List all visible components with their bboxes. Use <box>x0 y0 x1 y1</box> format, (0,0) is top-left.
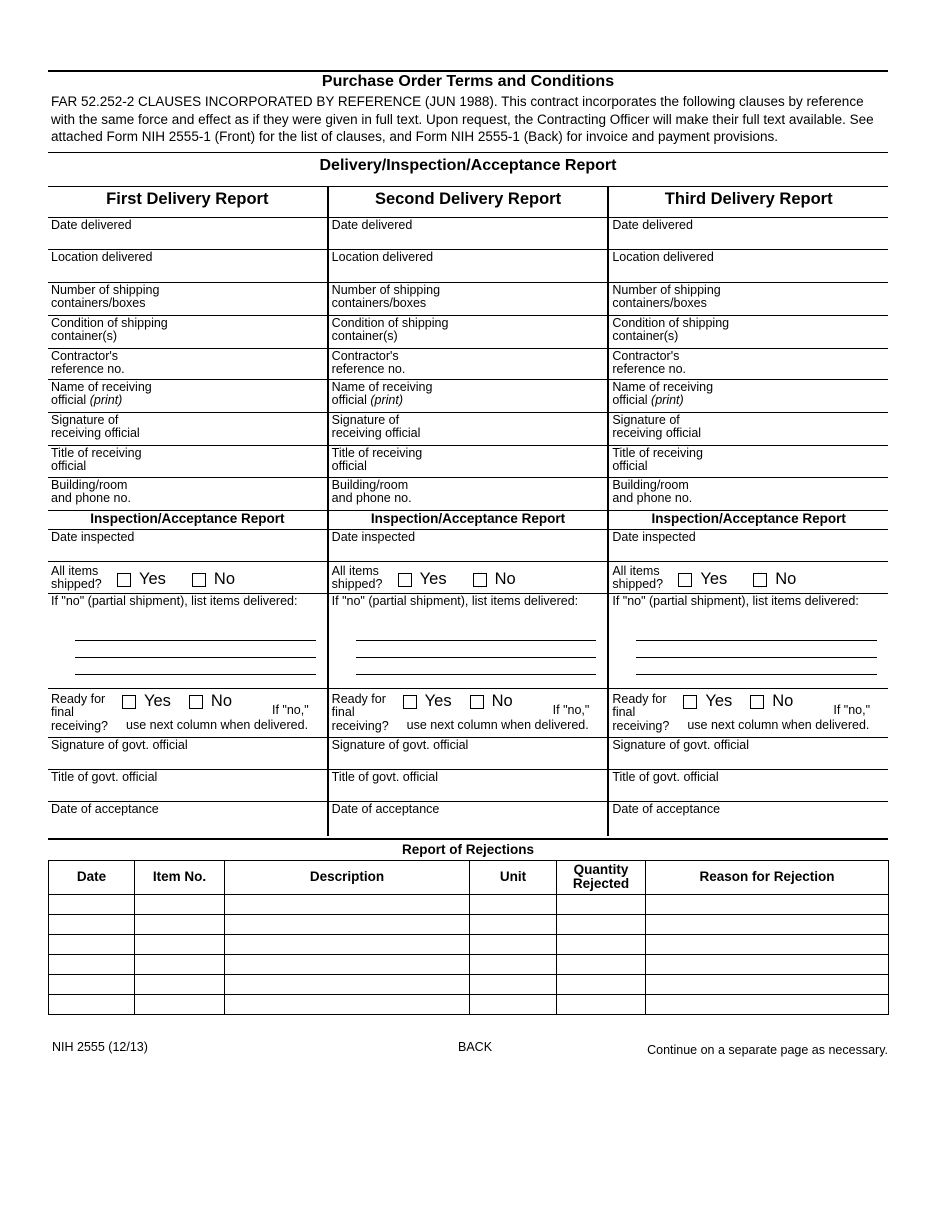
shipped-no-option[interactable] <box>192 570 236 589</box>
field-label: Date of acceptance <box>51 801 159 816</box>
rejections-title: Report of Rejections <box>48 839 888 860</box>
shipped-yes-option[interactable] <box>398 570 447 589</box>
shipped-no-option[interactable] <box>473 570 516 589</box>
field-label: Title of receiving <box>331 445 423 460</box>
container-condition-field[interactable] <box>609 316 888 349</box>
rejection-row <box>49 954 889 974</box>
inspection-acceptance-heading: Inspection/Acceptance Report <box>329 510 608 530</box>
delivery-column-heading: First Delivery Report <box>48 187 327 218</box>
date-cell[interactable] <box>49 914 135 934</box>
govt-official-title-field[interactable] <box>329 770 608 802</box>
col-header-unit: Unit <box>470 860 557 894</box>
all-items-shipped-row <box>48 562 327 594</box>
shipping-containers-field[interactable] <box>329 283 608 316</box>
quantity-cell[interactable] <box>557 934 646 954</box>
item-no-cell[interactable] <box>135 994 225 1014</box>
unit-cell[interactable] <box>470 934 557 954</box>
form-id: NIH 2555 (12/13) <box>52 1040 148 1054</box>
ready-label: Ready for final receiving? <box>612 691 670 733</box>
field-label: Title of govt. official <box>51 769 158 784</box>
col-header-reason: Reason for Rejection <box>646 860 889 894</box>
print-hint: (print) <box>651 393 684 407</box>
yes-label: Yes <box>705 691 733 710</box>
all-items-shipped-label: All items shipped? <box>612 563 664 591</box>
field-label: Date inspected <box>51 529 135 544</box>
no-label: No <box>210 691 233 710</box>
field-label: Date delivered <box>51 217 132 232</box>
no-label: No <box>494 570 516 589</box>
description-cell[interactable] <box>225 894 470 914</box>
building-phone-field[interactable] <box>48 478 327 510</box>
description-cell[interactable] <box>225 914 470 934</box>
no-label: No <box>491 691 513 710</box>
date-of-acceptance-field[interactable] <box>48 802 327 836</box>
container-condition-field[interactable] <box>48 316 327 349</box>
field-label: Date of acceptance <box>612 801 721 816</box>
field-label: containers/boxes <box>51 296 146 310</box>
govt-official-title-field[interactable] <box>48 770 327 802</box>
ready-label: Ready for final receiving? <box>51 691 108 733</box>
rejection-row <box>49 934 889 954</box>
field-label: receiving official <box>612 426 702 440</box>
partial-shipment-label: If "no" (partial shipment), list items delivered: <box>331 593 579 608</box>
receiving-official-title-field[interactable] <box>609 446 888 478</box>
field-label: Building/room <box>51 477 128 492</box>
field-label: and phone no. <box>331 491 412 505</box>
yes-label: Yes <box>700 570 728 589</box>
unit-cell[interactable] <box>470 994 557 1014</box>
receiving-official-signature-field[interactable] <box>48 413 327 446</box>
field-label: reference no. <box>331 362 406 376</box>
field-label: Number of shipping <box>612 282 721 297</box>
item-no-cell[interactable] <box>135 974 225 994</box>
reason-cell[interactable] <box>646 914 889 934</box>
rejections-table <box>48 860 889 1015</box>
if-no-note: If "no," <box>272 702 309 717</box>
field-label: Signature of <box>612 412 680 427</box>
field-label: receiving official <box>51 426 140 440</box>
reason-cell[interactable] <box>646 994 889 1014</box>
first-delivery-column <box>48 187 327 836</box>
write-line[interactable] <box>356 658 597 675</box>
field-label: Contractor's <box>612 348 680 363</box>
shipped-yes-option[interactable] <box>678 570 728 589</box>
no-label: No <box>775 570 797 589</box>
reason-cell[interactable] <box>646 974 889 994</box>
partial-shipment-field[interactable] <box>329 594 608 689</box>
field-label: Date delivered <box>612 217 693 232</box>
shipping-containers-field[interactable] <box>48 283 327 316</box>
date-cell[interactable] <box>49 894 135 914</box>
field-label: Condition of shipping <box>612 315 730 330</box>
qty-header-line1: Quantity <box>573 862 629 877</box>
yes-checkbox[interactable] <box>403 695 417 709</box>
all-items-shipped-label: All items shipped? <box>51 563 102 591</box>
field-label: Location delivered <box>331 249 434 264</box>
shipped-no-option[interactable] <box>753 570 797 589</box>
continue-note: Continue on a separate page as necessary. <box>647 1043 888 1057</box>
write-line[interactable] <box>75 641 316 658</box>
description-cell[interactable] <box>225 934 470 954</box>
govt-official-signature-field[interactable] <box>329 738 608 770</box>
date-cell[interactable] <box>49 934 135 954</box>
receiving-official-name-field[interactable] <box>48 380 327 413</box>
ready-yes-option[interactable] <box>403 691 452 710</box>
yes-checkbox[interactable] <box>398 573 412 587</box>
shipping-containers-field[interactable] <box>609 283 888 316</box>
receiving-official-name-field[interactable] <box>609 380 888 413</box>
item-no-cell[interactable] <box>135 914 225 934</box>
rejections-header-row <box>49 860 889 894</box>
rejection-row <box>49 914 889 934</box>
field-label: official <box>331 459 367 473</box>
field-label: Condition of shipping <box>51 315 168 330</box>
ready-yes-option[interactable] <box>122 691 171 710</box>
yes-label: Yes <box>419 570 447 589</box>
field-label: official <box>612 393 648 407</box>
field-label: Signature of <box>51 412 119 427</box>
field-label: receiving official <box>331 426 421 440</box>
field-label: container(s) <box>51 329 117 343</box>
unit-cell[interactable] <box>470 954 557 974</box>
field-label: Signature of govt. official <box>331 737 469 752</box>
contractor-reference-field[interactable] <box>48 349 327 380</box>
top-rule <box>48 70 888 72</box>
description-cell[interactable] <box>225 994 470 1014</box>
field-label: official <box>51 393 87 407</box>
field-label: Building/room <box>331 477 409 492</box>
field-label: Title of receiving <box>612 445 703 460</box>
date-cell[interactable] <box>49 974 135 994</box>
location-delivered-field[interactable] <box>609 250 888 283</box>
field-label: Contractor's <box>331 348 399 363</box>
description-cell[interactable] <box>225 974 470 994</box>
yes-label: Yes <box>144 691 171 710</box>
field-label: official <box>331 393 367 407</box>
date-delivered-field[interactable] <box>48 218 327 250</box>
location-delivered-field[interactable] <box>329 250 608 283</box>
reason-cell[interactable] <box>646 954 889 974</box>
field-label: Building/room <box>612 477 689 492</box>
col-header-quantity-rejected <box>557 860 646 894</box>
inspection-acceptance-heading: Inspection/Acceptance Report <box>609 510 888 530</box>
building-phone-field[interactable] <box>329 478 608 510</box>
write-line[interactable] <box>75 658 316 675</box>
quantity-cell[interactable] <box>557 894 646 914</box>
receiving-official-title-field[interactable] <box>48 446 327 478</box>
date-cell[interactable] <box>49 994 135 1014</box>
no-checkbox[interactable] <box>470 695 484 709</box>
shipped-yes-option[interactable] <box>117 570 166 589</box>
field-label: Condition of shipping <box>331 315 449 330</box>
page-side: BACK <box>458 1040 493 1054</box>
yes-checkbox[interactable] <box>683 695 697 709</box>
use-next-column-note: use next column when delivered. <box>126 717 309 732</box>
date-inspected-field[interactable] <box>609 530 888 562</box>
field-label: Signature of govt. official <box>612 737 750 752</box>
field-label: Date inspected <box>331 529 416 544</box>
yes-label: Yes <box>424 691 452 710</box>
yes-label: Yes <box>139 570 166 589</box>
print-hint: (print) <box>89 393 123 407</box>
no-checkbox[interactable] <box>753 573 767 587</box>
field-label: Title of govt. official <box>331 769 438 784</box>
field-label: Location delivered <box>612 249 714 264</box>
delivery-column-heading: Second Delivery Report <box>329 187 608 218</box>
quantity-cell[interactable] <box>557 954 646 974</box>
partial-shipment-label: If "no" (partial shipment), list items delivered: <box>612 593 859 608</box>
date-delivered-field[interactable] <box>609 218 888 250</box>
ready-yes-option[interactable] <box>683 691 733 710</box>
reason-cell[interactable] <box>646 934 889 954</box>
col-header-date: Date <box>49 860 135 894</box>
no-checkbox[interactable] <box>750 695 764 709</box>
date-of-acceptance-field[interactable] <box>609 802 888 836</box>
field-label: Name of receiving <box>612 379 714 394</box>
receiving-official-name-field[interactable] <box>329 380 608 413</box>
receiving-official-signature-field[interactable] <box>329 413 608 446</box>
building-phone-field[interactable] <box>609 478 888 510</box>
unit-cell[interactable] <box>470 894 557 914</box>
field-label: Contractor's <box>51 348 118 363</box>
third-delivery-column <box>607 187 888 836</box>
print-hint: (print) <box>370 393 404 407</box>
field-label: containers/boxes <box>612 296 707 310</box>
write-line[interactable] <box>356 624 597 641</box>
field-label: Title of govt. official <box>612 769 719 784</box>
yes-checkbox[interactable] <box>117 573 131 587</box>
yes-checkbox[interactable] <box>122 695 136 709</box>
col-header-item-no: Item No. <box>135 860 225 894</box>
govt-official-title-field[interactable] <box>609 770 888 802</box>
date-inspected-field[interactable] <box>48 530 327 562</box>
form-page <box>48 70 888 1015</box>
field-label: Location delivered <box>51 249 153 264</box>
date-delivered-field[interactable] <box>329 218 608 250</box>
govt-official-signature-field[interactable] <box>48 738 327 770</box>
delivery-section-title: Delivery/Inspection/Acceptance Report <box>48 152 888 186</box>
field-label: reference no. <box>612 362 687 376</box>
use-next-column-note: use next column when delivered. <box>406 717 589 732</box>
rejection-row <box>49 894 889 914</box>
ready-no-option[interactable] <box>189 691 233 710</box>
delivery-column-heading: Third Delivery Report <box>609 187 888 218</box>
field-label: and phone no. <box>612 491 693 505</box>
field-label: Date delivered <box>331 217 413 232</box>
all-items-shipped-row <box>609 562 888 594</box>
field-label: container(s) <box>612 329 679 343</box>
reason-cell[interactable] <box>646 894 889 914</box>
all-items-shipped-label: All items shipped? <box>331 563 383 591</box>
no-checkbox[interactable] <box>473 573 487 587</box>
second-delivery-column <box>327 187 608 836</box>
write-line[interactable] <box>636 641 877 658</box>
container-condition-field[interactable] <box>329 316 608 349</box>
field-label: and phone no. <box>51 491 131 505</box>
ready-no-option[interactable] <box>470 691 513 710</box>
receiving-official-signature-field[interactable] <box>609 413 888 446</box>
ready-final-receiving-row <box>48 689 327 738</box>
description-cell[interactable] <box>225 954 470 974</box>
field-label: containers/boxes <box>331 296 427 310</box>
ready-final-receiving-row <box>329 689 608 738</box>
field-label: official <box>612 459 648 473</box>
field-label: container(s) <box>331 329 398 343</box>
no-checkbox[interactable] <box>192 573 206 587</box>
all-items-shipped-row <box>329 562 608 594</box>
rejection-row <box>49 994 889 1014</box>
item-no-cell[interactable] <box>135 894 225 914</box>
contractor-reference-field[interactable] <box>609 349 888 380</box>
receiving-official-title-field[interactable] <box>329 446 608 478</box>
no-checkbox[interactable] <box>189 695 203 709</box>
field-label: Name of receiving <box>331 379 433 394</box>
field-label: official <box>51 459 87 473</box>
write-line[interactable] <box>636 624 877 641</box>
field-label: Number of shipping <box>331 282 441 297</box>
field-label: Signature of <box>331 412 400 427</box>
inspection-acceptance-heading: Inspection/Acceptance Report <box>48 510 327 530</box>
item-no-cell[interactable] <box>135 934 225 954</box>
contractor-reference-field[interactable] <box>329 349 608 380</box>
item-no-cell[interactable] <box>135 954 225 974</box>
date-of-acceptance-field[interactable] <box>329 802 608 836</box>
intro-paragraph: FAR 52.252-2 CLAUSES INCORPORATED BY REFERENCE (JUN 1988). This contract incorporates the following clauses by reference with the same force and effect as if they were given in full text. Upon request, the Contracting Officer will make their full text available. See attached Form NIH 2555-1 (Front) for the list of clauses, and Form NIH 2555-1 (Back) for invoice and payment provisions. <box>51 94 874 144</box>
field-label: Name of receiving <box>51 379 152 394</box>
govt-official-signature-field[interactable] <box>609 738 888 770</box>
col-header-description: Description <box>225 860 470 894</box>
no-label: No <box>772 691 794 710</box>
date-cell[interactable] <box>49 954 135 974</box>
field-label: reference no. <box>51 362 125 376</box>
unit-cell[interactable] <box>470 914 557 934</box>
yes-checkbox[interactable] <box>678 573 692 587</box>
write-line[interactable] <box>356 641 597 658</box>
field-label: Date inspected <box>612 529 696 544</box>
quantity-cell[interactable] <box>557 914 646 934</box>
rejection-row <box>49 974 889 994</box>
location-delivered-field[interactable] <box>48 250 327 283</box>
use-next-column-note: use next column when delivered. <box>687 717 870 732</box>
ready-no-option[interactable] <box>750 691 794 710</box>
date-inspected-field[interactable] <box>329 530 608 562</box>
field-label: Title of receiving <box>51 445 142 460</box>
delivery-columns <box>48 186 888 836</box>
partial-shipment-field[interactable] <box>609 594 888 689</box>
ready-final-receiving-row <box>609 689 888 738</box>
page-title: Purchase Order Terms and Conditions <box>321 73 615 90</box>
quantity-cell[interactable] <box>557 974 646 994</box>
if-no-note: If "no," <box>552 702 590 717</box>
write-line[interactable] <box>636 658 877 675</box>
field-label: Signature of govt. official <box>51 737 188 752</box>
ready-label: Ready for final receiving? <box>331 691 389 733</box>
if-no-note: If "no," <box>833 702 871 717</box>
qty-header-line2: Rejected <box>572 876 630 891</box>
field-label: Date of acceptance <box>331 801 440 816</box>
partial-shipment-field[interactable] <box>48 594 327 689</box>
quantity-cell[interactable] <box>557 994 646 1014</box>
unit-cell[interactable] <box>470 974 557 994</box>
partial-shipment-label: If "no" (partial shipment), list items delivered: <box>51 593 298 608</box>
no-label: No <box>213 570 236 589</box>
write-line[interactable] <box>75 624 316 641</box>
field-label: Number of shipping <box>51 282 160 297</box>
